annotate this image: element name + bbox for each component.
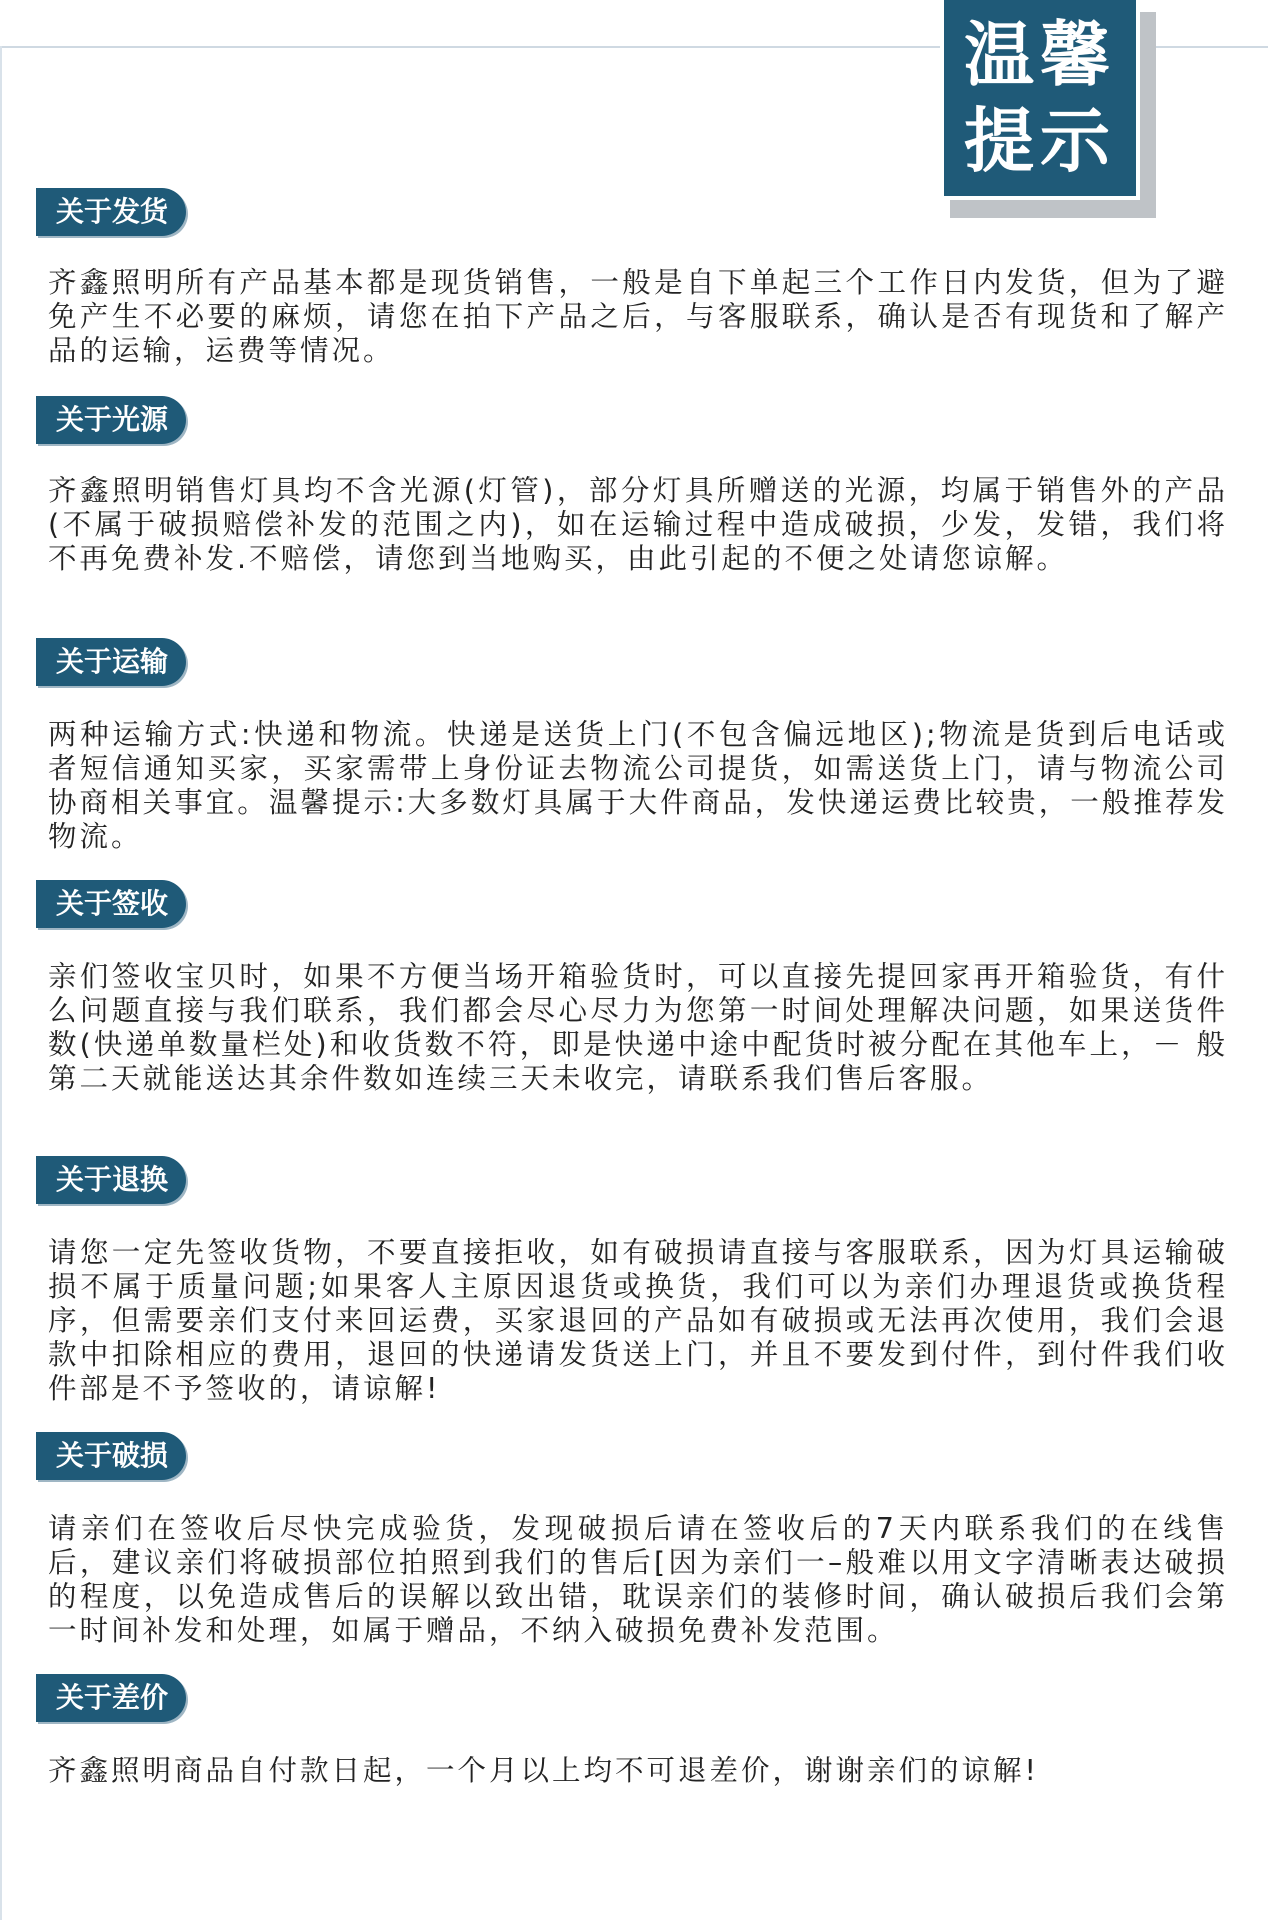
section-heading-damage: 关于破损 — [36, 1432, 186, 1480]
section-heading-shipping: 关于发货 — [36, 188, 186, 236]
section-text-sign-for: 亲们签收宝贝时，如果不方便当场开箱验货时，可以直接先提回家再开箱验货，有什么问题直接与我们联系，我们都会尽心尽力为您第一时间处理解决问题，如果送货件数(快递单数量栏处)和收货数不符，即是快递中途中配货时被分配在其他车上，－ 般第二天就能送达其余件数如连续三天未收完，请联系我们售后客服。 — [48, 960, 1228, 1095]
section-heading-returns: 关于退换 — [36, 1156, 186, 1204]
section-text-returns: 请您一定先签收货物，不要直接拒收，如有破损请直接与客服联系，因为灯具运输破损不属于质量问题;如果客人主原因退货或换货，我们可以为亲们办理退货或换货程序，但需要亲们支付来回运费，买家退回的产品如有破损或无法再次使用，我们会退款中扣除相应的费用，退回的快递请发货送上门，并且不要发到付件，到付件我们收件部是不予签收的，请谅解! — [48, 1236, 1228, 1405]
section-heading-price-difference: 关于差价 — [36, 1674, 186, 1722]
section-sign-for — [36, 880, 1236, 1095]
section-transport — [36, 638, 1236, 853]
section-text-transport: 两种运输方式:快递和物流。快递是送货上门(不包含偏远地区);物流是货到后电话或者短信通知买家，买家需带上身份证去物流公司提货，如需送货上门，请与物流公司协商相关事宜。温馨提示:大多数灯具属于大件商品，发快递运费比较贵，一般推荐发物流。 — [48, 718, 1228, 853]
section-text-damage: 请亲们在签收后尽快完成验货，发现破损后请在签收后的7天内联系我们的在线售后，建议亲们将破损部位拍照到我们的售后[因为亲们一–般难以用文字清晰表达破损的程度，以免造成售后的误解以致出错，耽误亲们的装修时间，确认破损后我们会第一时间补发和处理，如属于赠品，不纳入破损免费补发范围。 — [48, 1512, 1228, 1647]
title-line-2: 提示 — [964, 100, 1116, 182]
section-heading-light-source: 关于光源 — [36, 396, 186, 444]
section-text-light-source: 齐鑫照明销售灯具均不含光源(灯管)，部分灯具所赠送的光源，均属于销售外的产品(不属于破损赔偿补发的范围之内)，如在运输过程中造成破损，少发，发错，我们将不再免费补发.不赔偿，请您到当地购买，由此引起的不便之处请您谅解。 — [48, 474, 1228, 575]
section-heading-transport: 关于运输 — [36, 638, 186, 686]
title-line-1: 温馨 — [964, 14, 1116, 96]
title-block — [940, 0, 1140, 200]
section-shipping — [36, 188, 1236, 367]
section-text-price-difference: 齐鑫照明商品自付款日起，一个月以上均不可退差价，谢谢亲们的谅解! — [48, 1754, 1039, 1787]
left-border — [0, 46, 2, 1920]
section-light-source — [36, 396, 1236, 575]
section-heading-sign-for: 关于签收 — [36, 880, 186, 928]
section-text-shipping: 齐鑫照明所有产品基本都是现货销售，一般是自下单起三个工作日内发货，但为了避免产生不必要的麻烦，请您在拍下产品之后，与客服联系，确认是否有现货和了解产品的运输，运费等情况。 — [48, 266, 1228, 367]
section-damage — [36, 1432, 1236, 1647]
section-returns — [36, 1156, 1236, 1405]
section-price-difference — [36, 1674, 1236, 1787]
